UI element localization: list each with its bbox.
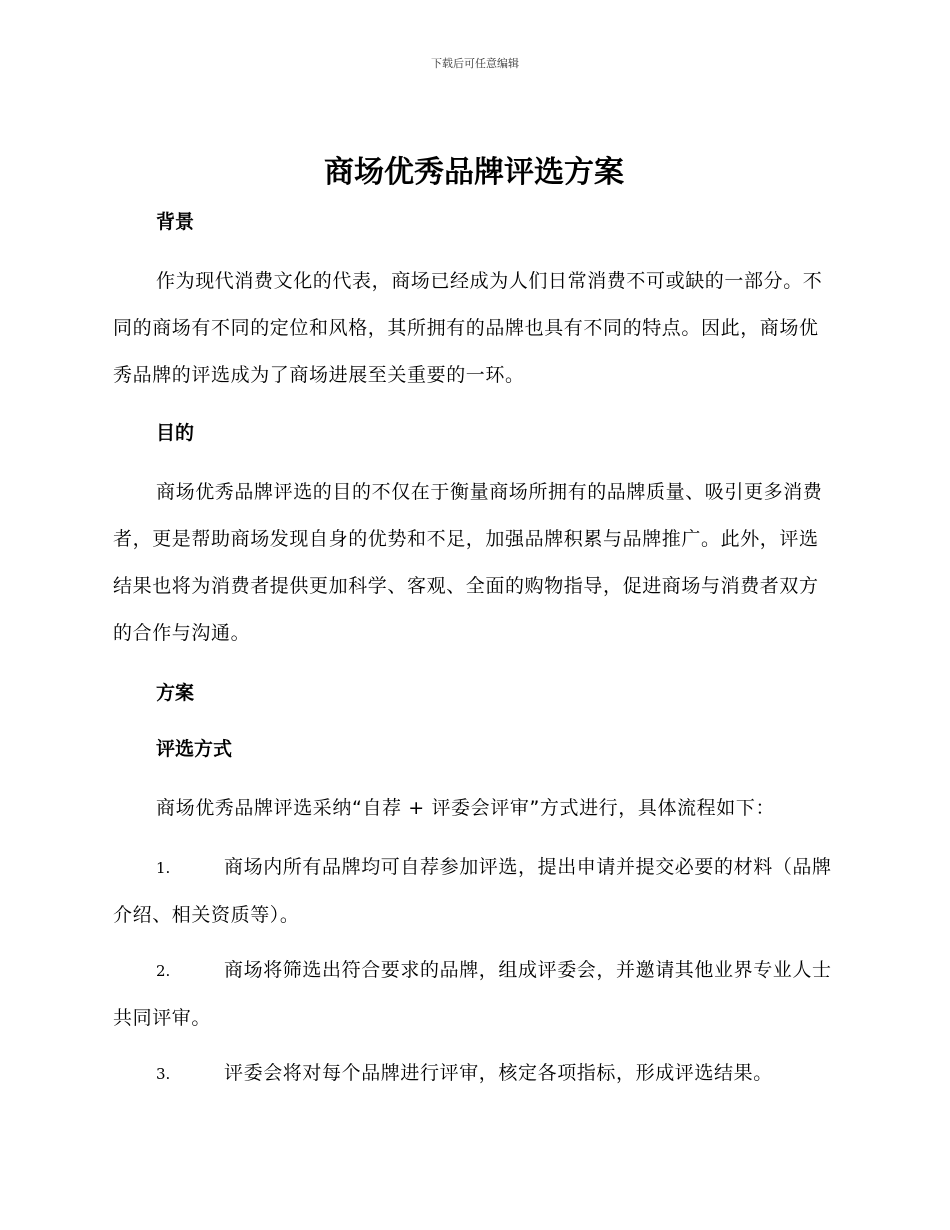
- list-item-number: 3.: [156, 1065, 171, 1083]
- list-item-number: 2.: [156, 962, 171, 980]
- method-intro-paragraph: 商场优秀品牌评选采纳“自荐 + 评委会评审”方式进行，具体流程如下：: [156, 797, 776, 819]
- background-paragraph: 作为现代消费文化的代表，商场已经成为人们日常消费不可或缺的一部分。不同的商场有不同的定位和风格，其所拥有的品牌也具有不同的特点。因此，商场优秀品牌的评选成为了商场进展至关重要的一环。: [113, 270, 823, 386]
- section-heading-method: 评选方式: [156, 738, 233, 760]
- list-item-number: 1.: [156, 859, 171, 877]
- document-body: [113, 150, 835, 1098]
- list-item-text: 商场将筛选出符合要求的品牌，组成评委会，并邀请其他业界专业人士共同评审。: [113, 959, 832, 1029]
- list-item: [113, 1050, 835, 1098]
- list-item: [113, 947, 835, 1042]
- list-item-text: 评委会将对每个品牌进行评审，核定各项指标，形成评选结果。: [224, 1062, 773, 1084]
- section-heading-background: 背景: [156, 211, 195, 233]
- list-item-text: 商场内所有品牌均可自荐参加评选，提出申请并提交必要的材料（品牌介绍、相关资质等）。: [113, 856, 832, 926]
- purpose-paragraph: 商场优秀品牌评选的目的不仅在于衡量商场所拥有的品牌质量、吸引更多消费者，更是帮助商场发现自身的优势和不足，加强品牌积累与品牌推广。此外，评选结果也将为消费者提供更加科学、客观、全面的购物指导，促进商场与消费者双方的合作与沟通。: [113, 481, 823, 644]
- section-heading-plan: 方案: [156, 682, 195, 704]
- section-heading-purpose: 目的: [156, 422, 195, 444]
- section-method: [113, 735, 835, 1098]
- section-plan: [113, 679, 835, 707]
- page-header-note: 下载后可任意编辑: [431, 57, 519, 70]
- document-title: 商场优秀品牌评选方案: [324, 155, 624, 190]
- section-purpose: [113, 419, 835, 657]
- section-background: [113, 208, 835, 399]
- list-item: [113, 844, 835, 939]
- method-steps-list: [113, 844, 835, 1098]
